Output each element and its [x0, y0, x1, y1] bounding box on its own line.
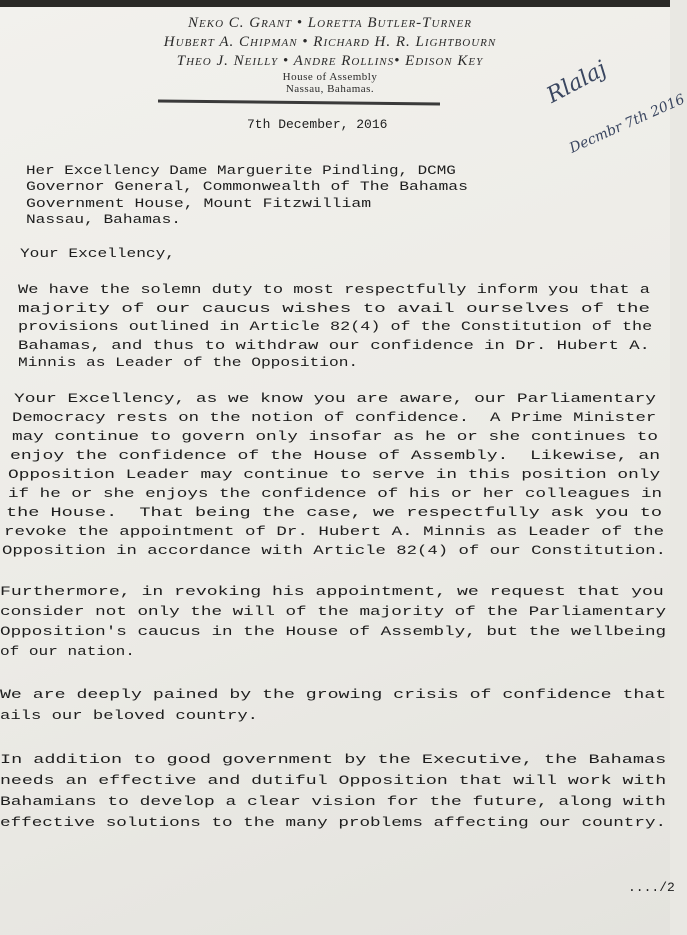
paragraph-3-line: consider not only the will of the majority of the Parliamentary [0, 604, 667, 619]
page-continuation-marker: ..../2 [628, 880, 675, 895]
letter-date: 7th December, 2016 [247, 117, 388, 132]
paragraph-4-line: ails our beloved country. [0, 708, 259, 723]
paragraph-5-line: effective solutions to the many problems affecting our country. [0, 815, 667, 830]
paragraph-2-line: Democracy rests on the notion of confidence. A Prime Minister [12, 410, 657, 425]
paragraph-1-line: We have the solemn duty to most respectfully inform you that a [18, 282, 650, 297]
letterhead-names-line-2: Hubert A. Chipman • Richard H. R. Lightbourn [163, 34, 497, 50]
top-edge-shadow [0, 0, 670, 7]
letterhead [60, 14, 600, 95]
paragraph-2-line: enjoy the confidence of the House of Assembly. Likewise, an [10, 448, 661, 463]
paragraph-2-line: if he or she enjoys the confidence of his or her colleagues in [8, 486, 663, 501]
paragraph-1-line: Bahamas, and thus to withdraw our confidence in Dr. Hubert A. [18, 338, 650, 353]
letterhead-names-line-3: Theo J. Neilly • Andre Rollins• Edison Key [176, 53, 484, 69]
addressee-line: Government House, Mount Fitzwilliam [26, 196, 372, 211]
paragraph-2-line: Opposition in accordance with Article 82(4) of our Constitution. [2, 543, 667, 558]
salutation: Your Excellency, [20, 246, 175, 261]
paragraph-5-line: In addition to good government by the Executive, the Bahamas [0, 752, 667, 767]
handwritten-initials: Rlalaj [542, 56, 611, 109]
paragraph-2-line: Your Excellency, as we know you are aware, our Parliamentary [14, 391, 656, 406]
paragraph-5-line: needs an effective and dutiful Opposition that will work with [0, 773, 667, 788]
handwritten-annotation [542, 56, 687, 168]
paragraph-1-line: majority of our caucus wishes to avail ourselves of the [18, 301, 651, 316]
paragraph-3-line: Opposition's caucus in the House of Assembly, but the wellbeing [0, 624, 667, 639]
paragraph-2-line: revoke the appointment of Dr. Hubert A. Minnis as Leader of the [4, 524, 665, 539]
handwritten-date: Decmbr 7th 2016 [567, 91, 687, 157]
paragraph-3-line: Furthermore, in revoking his appointment, we request that you [0, 584, 664, 599]
paragraph-2-line: Opposition Leader may continue to serve in this position only [8, 467, 661, 482]
paragraph-1-line: Minnis as Leader of the Opposition. [18, 355, 359, 370]
addressee-line: Nassau, Bahamas. [26, 212, 181, 227]
paragraph-2-line: the House. That being the case, we respectfully ask you to [6, 505, 663, 520]
paragraph-3-line: of our nation. [0, 644, 135, 659]
letterhead-rule [158, 100, 440, 106]
addressee-line: Governor General, Commonwealth of The Bahamas [26, 179, 468, 194]
letterhead-names-line-1: Neko C. Grant • Loretta Butler-Turner [188, 15, 472, 31]
letterhead-city: Nassau, Bahamas. [285, 83, 375, 95]
paragraph-5-line: Bahamians to develop a clear vision for the future, along with [0, 794, 666, 809]
paragraph-2-line: may continue to govern only insofar as he or she continues to [12, 429, 658, 444]
paragraph-1-line: provisions outlined in Article 82(4) of the Constitution of the [18, 319, 653, 334]
addressee-line: Her Excellency Dame Marguerite Pindling, DCMG [26, 163, 456, 178]
letterhead-house: House of Assembly [282, 71, 378, 83]
paragraph-4-line: We are deeply pained by the growing crisis of confidence that [0, 687, 667, 702]
